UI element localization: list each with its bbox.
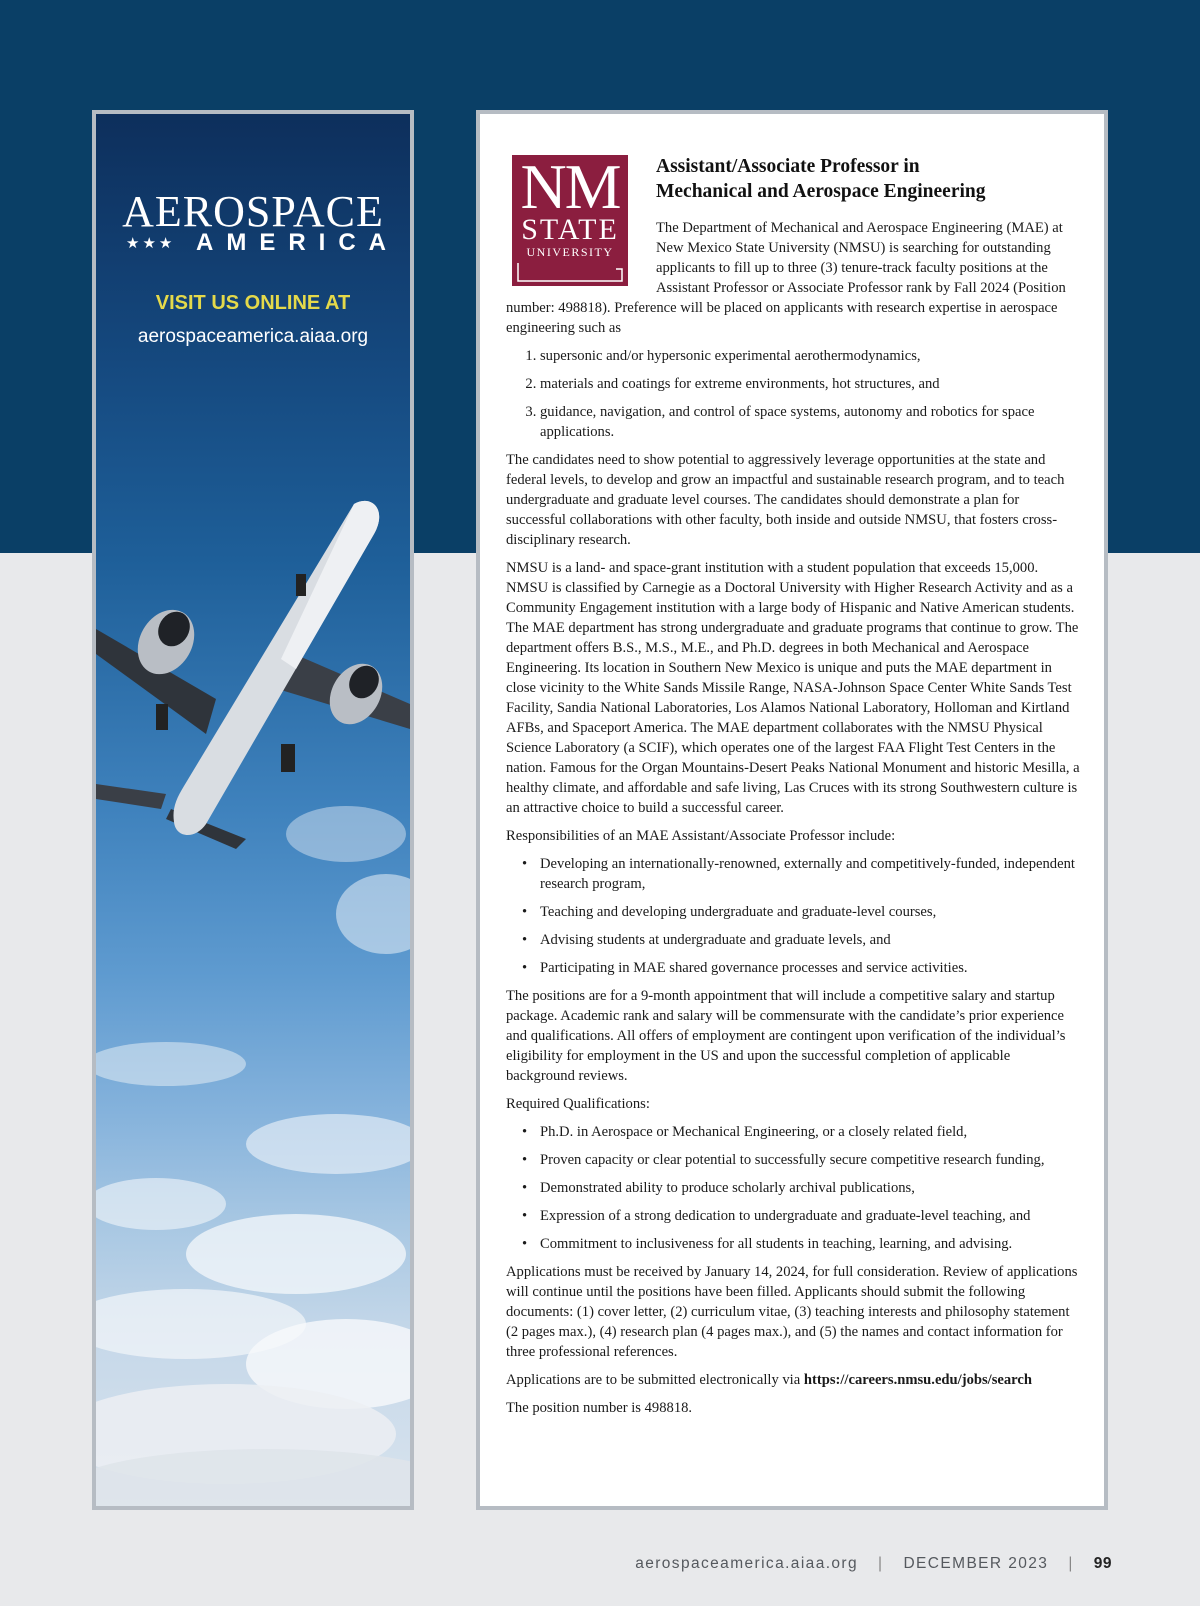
positions-paragraph: The positions are for a 9-month appointment that will include a competitive salary and startup package. Academic rank and salary will be commensurate with the candidate’s prior experience and qualifications. All offers of employment are contingent upon verification of the individual’s eligibility for employment in the US and upon the successful completion of applicable background reviews.: [506, 988, 1066, 1084]
job-title: [656, 154, 1076, 204]
responsibilities-heading: Responsibilities of an MAE Assistant/Associate Professor include:: [506, 828, 896, 844]
logo-spacer: [506, 218, 656, 298]
list-item: • Ph.D. in Aerospace or Mechanical Engineering, or a closely related field,: [540, 1122, 1082, 1142]
list-item: • Expression of a strong dedication to undergraduate and graduate-level teaching, and: [540, 1206, 1082, 1226]
nmsu-logo-nm: NM: [520, 151, 620, 222]
list-item: • Proven capacity or clear potential to successfully secure competitive research funding,: [540, 1150, 1082, 1170]
list-item: • Developing an internationally-renowned, externally and competitively-funded, independent research program,: [540, 854, 1082, 894]
footer-issue-date: DECEMBER 2023: [903, 1555, 1049, 1572]
expertise-list: [506, 346, 1082, 442]
list-item: • Demonstrated ability to produce scholarly archival publications,: [540, 1178, 1082, 1198]
page-footer: [635, 1552, 1112, 1576]
expertise-item: 2. materials and coatings for extreme environments, hot structures, and: [540, 374, 1082, 394]
page-number: 99: [1093, 1555, 1112, 1572]
banner-site-link[interactable]: aerospaceamerica.aiaa.org: [137, 326, 369, 347]
list-item: • Teaching and developing undergraduate and graduate-level courses,: [540, 902, 1082, 922]
position-number: The position number is 498818.: [506, 1400, 693, 1416]
candidates-paragraph: The candidates need to show potential to aggressively leverage opportunities at the state and federal levels, to develop and grow an impactful and sustainable research program, and to teach undergraduate and graduate level courses. The candidates should demonstrate a plan for successful collaborations with other faculty, both inside and outside NMSU, that fosters cross-disciplinary research.: [506, 452, 1065, 548]
intro-paragraph: The Department of Mechanical and Aerospace Engineering (MAE) at New Mexico State University (NMSU) is searching for outstanding applicants to fill up to three (3) tenure-track faculty positions at the Assistant Professor or Associate Professor rank by Fall 2024 (Position number: 498818). Preference will be placed on applicants with research expertise in aerospace engineering such as: [506, 220, 1066, 336]
america-logo-line: [126, 229, 399, 256]
footer-separator: |: [878, 1555, 884, 1572]
expertise-item: 1. supersonic and/or hypersonic experimental aerothermodynamics,: [540, 346, 1082, 366]
stars-icon: ★★★: [126, 234, 176, 252]
qualifications-heading: Required Qualifications:: [506, 1096, 650, 1112]
job-title-line-1: Assistant/Associate Professor in: [656, 156, 920, 177]
submit-prefix: Applications are to be submitted electronically via: [506, 1372, 804, 1388]
aerospace-america-banner: [92, 110, 414, 1510]
nmsu-paragraph: NMSU is a land- and space-grant institution with a student population that exceeds 15,000. NMSU is classified by Carnegie as a Doctoral University with Higher Research Activity and as a Community Engagement institution with a large body of Hispanic and Native American students. The MAE department has strong undergraduate and graduate programs that continue to grow. The department offers B.S., M.S., M.E., and Ph.D. degrees in both Mechanical and Aerospace Engineering. Its location in Southern New Mexico is unique and puts the MAE department in close vicinity to the White Sands Missile Range, NASA-Johnson Space Center White Sands Test Facility, Sandia National Laboratories, Los Alamos National Laboratory, Holloman and Kirtland AFBs, and Spaceport America. The MAE department collaborates with the NMSU Physical Science Laboratory (a SCIF), which operates one of the largest FAA Flight Test Centers in the nation. Famous for the Organ Mountains-Desert Peaks National Monument and historic Mesilla, a healthy climate, and affordable and safe living, Las Cruces with its strong Southwestern culture is an attractive choice to build a successful career.: [506, 560, 1080, 816]
aerospace-logo-word: AEROSPACE: [122, 187, 384, 236]
footer-separator: |: [1068, 1555, 1074, 1572]
expertise-item: 3. guidance, navigation, and control of space systems, autonomy and robotics for space applications.: [540, 402, 1082, 442]
nmsu-logo-university: UNIVERSITY: [526, 245, 614, 259]
careers-link[interactable]: https://careers.nmsu.edu/jobs/search: [803, 1372, 1032, 1388]
job-advertisement: [476, 110, 1108, 1510]
responsibilities-list: [506, 854, 1082, 978]
qualifications-list: [506, 1122, 1082, 1254]
nmsu-logo-state: STATE: [521, 213, 619, 246]
visit-online-label: VISIT US ONLINE AT: [155, 292, 351, 314]
america-logo-word: AMERICA: [196, 229, 399, 256]
list-item: • Commitment to inclusiveness for all students in teaching, learning, and advising.: [540, 1234, 1082, 1254]
list-item: • Advising students at undergraduate and graduate levels, and: [540, 930, 1082, 950]
footer-site: aerospaceamerica.aiaa.org: [635, 1555, 859, 1572]
applications-paragraph: Applications must be received by January 14, 2024, for full consideration. Review of applications will continue until the positions have been filled. Applicants should submit the following documents: (1) cover letter, (2) curriculum vitae, (3) teaching interests and philosophy statement (2 pages max.), (4) research plan (4 pages max.), and (5) the names and contact information for three professional references.: [506, 1264, 1078, 1360]
job-title-line-2: Mechanical and Aerospace Engineering: [656, 181, 986, 202]
list-item: • Participating in MAE shared governance processes and service activities.: [540, 958, 1082, 978]
ad-body: [506, 218, 1082, 1426]
submit-line: [506, 1370, 1082, 1390]
airplane-image: [96, 494, 410, 854]
